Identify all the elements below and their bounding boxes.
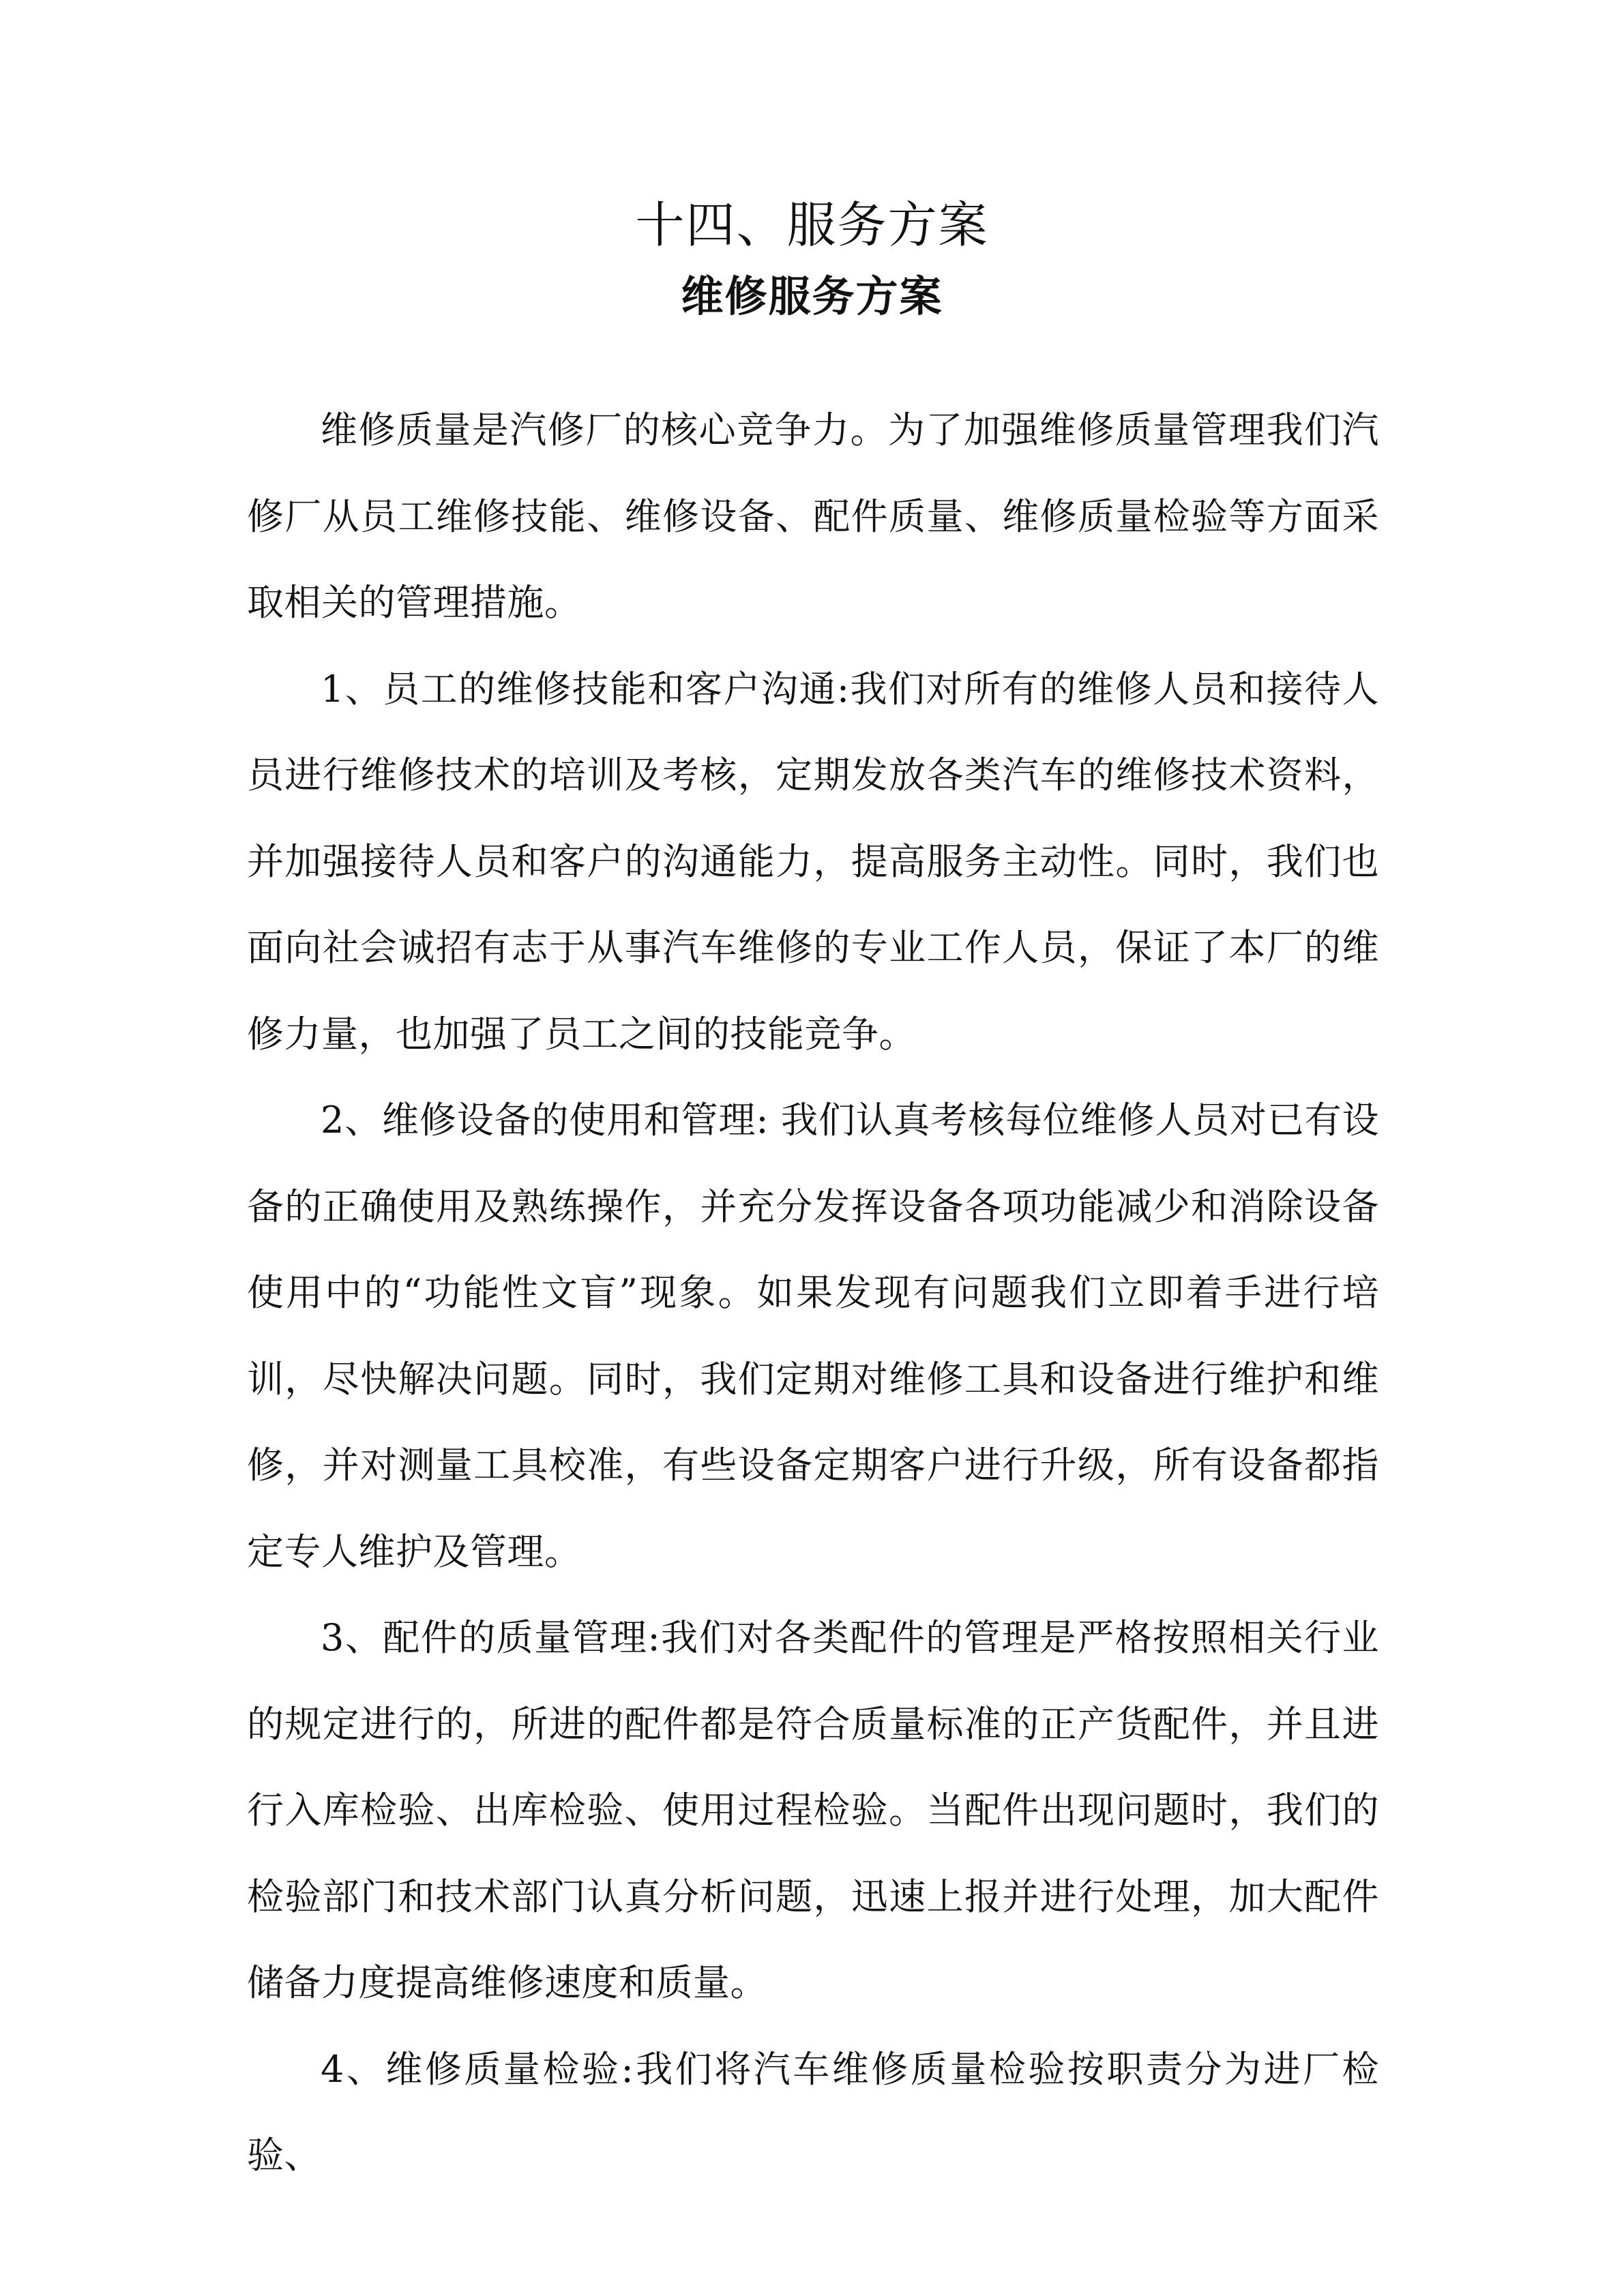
paragraph-quality-inspection: 4、维修质量检验:我们将汽车维修质量检验按职责分为进厂检验、 xyxy=(247,2047,1379,2177)
document-body xyxy=(247,387,1379,2199)
paragraph-parts-quality: 3、配件的质量管理:我们对各类配件的管理是严格按照相关行业的规定进行的，所进的配件都是符合质量标准的正产货配件，并且进行入库检验、出库检验、使用过程检验。当配件出现问题时，我们的检验部门和技术部门认真分析问题，迅速上报并进行处理，加大配件储备力度提高维修速度和质量。 xyxy=(247,1616,1379,2004)
paragraph-intro: 维修质量是汽修厂的核心竞争力。为了加强维修质量管理我们汽修厂从员工维修技能、维修设备、配件质量、维修质量检验等方面采取相关的管理措施。 xyxy=(247,408,1379,624)
document-title: 十四、服务方案 xyxy=(635,196,989,254)
paragraph-equipment: 2、维修设备的使用和管理: 我们认真考核每位维修人员对已有设备的正确使用及熟练操作，并充分发挥设备各项功能减少和消除设备使用中的“功能性文盲”现象。如果发现有问题我们立即着手进行培训，尽快解决问题。同时，我们定期对维修工具和设备进行维护和维修，并对测量工具校准，有些设备定期客户进行升级，所有设备都指定专人维护及管理。 xyxy=(247,1099,1379,1573)
paragraph-staff-skills: 1、员工的维修技能和客户沟通:我们对所有的维修人员和接待人员进行维修技术的培训及考核，定期发放各类汽车的维修技术资料，并加强接待人员和客户的沟通能力，提高服务主动性。同时，我们也面向社会诚招有志于从事汽车维修的专业工作人员，保证了本厂的维修力量，也加强了员工之间的技能竞争。 xyxy=(247,667,1379,1056)
document-subtitle: 维修服务方案 xyxy=(681,271,943,321)
